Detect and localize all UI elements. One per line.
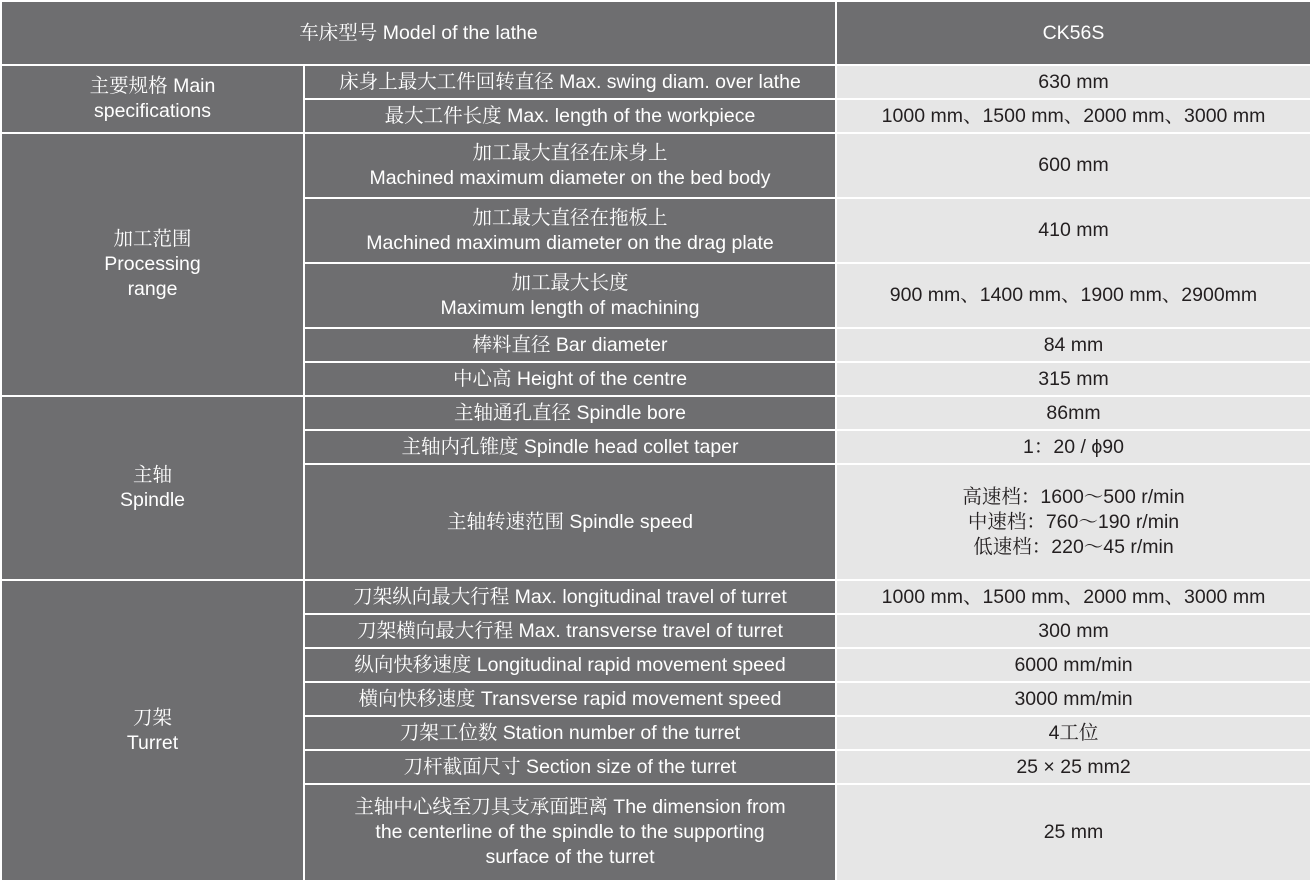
spec-value — [836, 99, 1310, 133]
text-line: 900 mm、1400 mm、1900 mm、2900mm — [889, 284, 1258, 306]
text-line: 棒料直径 Bar diameter — [472, 333, 668, 356]
text-line: 纵向快移速度 Longitudinal rapid movement speed — [354, 653, 786, 676]
text-line: 1000 mm、1500 mm、2000 mm、3000 mm — [881, 585, 1266, 608]
text-line: Machined maximum diameter on the drag plate — [366, 231, 774, 254]
spec-label — [304, 133, 836, 198]
text-line: 加工范围 — [113, 228, 192, 250]
spec-label — [304, 65, 836, 99]
spec-value — [836, 396, 1310, 430]
model-label: 车床型号 Model of the lathe — [1, 1, 836, 65]
text-line: 加工最大长度 — [511, 271, 629, 294]
spec-value — [836, 328, 1310, 362]
spec-label — [304, 396, 836, 430]
text-line: 主轴转速范围 Spindle speed — [446, 510, 694, 533]
spec-value — [836, 716, 1310, 750]
spec-value — [836, 682, 1310, 716]
text-line: 6000 mm/min — [1014, 653, 1133, 676]
spec-value — [836, 133, 1310, 198]
text-line: 315 mm — [1038, 367, 1109, 390]
spec-label — [304, 99, 836, 133]
spec-value — [836, 614, 1310, 648]
text-line: 中速档：760～190 r/min — [967, 510, 1180, 533]
spec-value — [836, 750, 1310, 784]
text-line: specifications — [93, 100, 212, 122]
spec-row — [1, 396, 1310, 430]
text-line: surface of the turret — [485, 846, 655, 868]
text-line: 主要规格 Main — [89, 75, 216, 97]
model-value: CK56S — [836, 1, 1310, 65]
text-line: the centerline of the spindle to the supporting — [375, 821, 765, 843]
text-line: Processing — [104, 253, 201, 275]
section-title — [1, 580, 304, 881]
spec-label — [304, 430, 836, 464]
text-line: Machined maximum diameter on the bed body — [369, 166, 771, 189]
section-title — [1, 133, 304, 396]
text-line: 中心高 Height of the centre — [452, 367, 688, 390]
spec-value — [836, 784, 1310, 881]
spec-row — [1, 133, 1310, 198]
spec-label — [304, 614, 836, 648]
spec-label — [304, 716, 836, 750]
text-line: 主轴内孔锥度 Spindle head collet taper — [401, 435, 739, 458]
spec-value — [836, 464, 1310, 580]
text-line: 最大工件长度 Max. length of the workpiece — [384, 104, 756, 127]
spec-value — [836, 430, 1310, 464]
text-line: 刀架横向最大行程 Max. transverse travel of turret — [357, 619, 783, 642]
spec-label — [304, 464, 836, 580]
text-line: 床身上最大工件回转直径 Max. swing diam. over lathe — [339, 70, 801, 93]
spec-label — [304, 750, 836, 784]
text-line: 25 mm — [1043, 821, 1104, 843]
spec-value — [836, 263, 1310, 328]
text-line: range — [127, 278, 178, 300]
text-line: Maximum length of machining — [440, 296, 700, 319]
text-line: Turret — [126, 731, 179, 754]
text-line: 刀架工位数 Station number of the turret — [399, 721, 741, 744]
text-line: 300 mm — [1038, 619, 1109, 642]
text-line: 主轴中心线至刀具支承面距离 The dimension from — [354, 796, 786, 818]
spec-value — [836, 362, 1310, 396]
spec-row — [1, 65, 1310, 99]
section-title — [1, 396, 304, 580]
spec-label — [304, 198, 836, 263]
text-line: 630 mm — [1038, 70, 1109, 93]
text-line: 86mm — [1046, 401, 1101, 424]
spec-label — [304, 362, 836, 396]
text-line: 刀架纵向最大行程 Max. longitudinal travel of turret — [353, 585, 787, 608]
header-row — [1, 1, 1310, 65]
text-line: 4工位 — [1048, 721, 1099, 744]
text-line: 主轴 — [132, 464, 172, 486]
text-line: 加工最大直径在拖板上 — [472, 206, 668, 229]
text-line: 25 × 25 mm2 — [1016, 755, 1131, 778]
spec-label — [304, 263, 836, 328]
spec-value — [836, 65, 1310, 99]
spec-label — [304, 784, 836, 881]
text-line: 横向快移速度 Transverse rapid movement speed — [358, 687, 782, 710]
section-title — [1, 65, 304, 133]
text-line: 3000 mm/min — [1014, 687, 1133, 710]
text-line: 刀架 — [132, 706, 172, 729]
text-line: 高速档：1600～500 r/min — [962, 485, 1185, 508]
spec-value — [836, 580, 1310, 614]
spec-label — [304, 648, 836, 682]
text-line: 主轴通孔直径 Spindle bore — [454, 401, 686, 424]
spec-value — [836, 648, 1310, 682]
text-line: 84 mm — [1043, 333, 1104, 356]
text-line: 低速档：220～45 r/min — [973, 535, 1174, 558]
text-line: 加工最大直径在床身上 — [472, 141, 668, 164]
text-line: 1：20 / ϕ90 — [1023, 435, 1124, 458]
spec-row — [1, 580, 1310, 614]
spec-label — [304, 328, 836, 362]
text-line: Spindle — [119, 489, 186, 511]
text-line: 410 mm — [1038, 219, 1109, 241]
text-line: 刀杆截面尺寸 Section size of the turret — [403, 755, 737, 778]
spec-label — [304, 682, 836, 716]
spec-value — [836, 198, 1310, 263]
text-line: 600 mm — [1038, 154, 1109, 176]
text-line: 1000 mm、1500 mm、2000 mm、3000 mm — [881, 104, 1266, 127]
spec-label — [304, 580, 836, 614]
